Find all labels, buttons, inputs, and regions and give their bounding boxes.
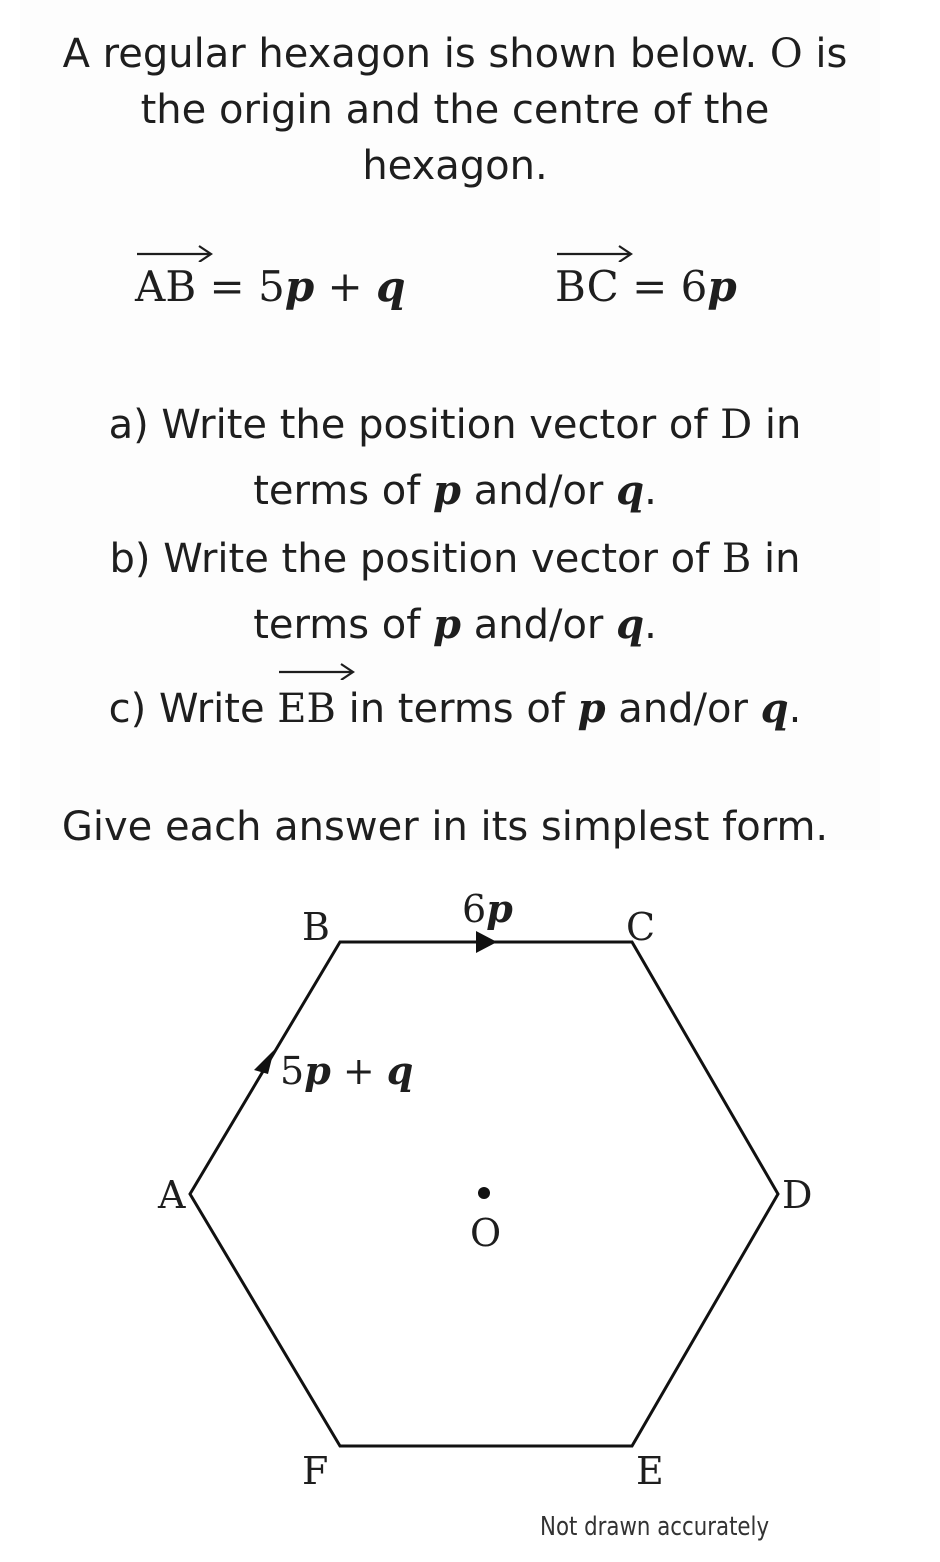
origin-symbol: O (769, 31, 803, 77)
not-drawn-accurately-note: Not drawn accurately (540, 1512, 770, 1542)
given-ab: AB = 5p + q (135, 262, 405, 311)
ab-side-label: 5p + q (280, 1048, 414, 1093)
intro-text: A regular hexagon is shown below. O is the origin and the centre of the hexagon. (62, 31, 848, 189)
vertex-label-d: D (782, 1173, 813, 1217)
question-b: b) Write the position vector of B in terms of p and/or q. (109, 536, 801, 648)
instruction-text: Give each answer in its simplest form. (61, 804, 829, 850)
given-bc: BC = 6p (555, 262, 737, 311)
vertex-label-e: E (636, 1449, 664, 1493)
bc-direction-arrow-icon (476, 931, 497, 953)
question-a: a) Write the position vector of D in terms of p and/or q. (108, 402, 802, 514)
centre-label-o: O (470, 1211, 502, 1255)
vertex-label-c: C (626, 905, 656, 949)
vertex-label-a: A (158, 1173, 186, 1217)
ab-direction-arrow-icon (254, 1050, 274, 1074)
vertex-label-b: B (302, 905, 330, 949)
question-c: c) Write EB in terms of p and/or q. (30, 676, 880, 742)
bc-side-label: 6p (462, 886, 513, 931)
vertex-label-f: F (302, 1449, 329, 1493)
centre-point (478, 1187, 490, 1199)
